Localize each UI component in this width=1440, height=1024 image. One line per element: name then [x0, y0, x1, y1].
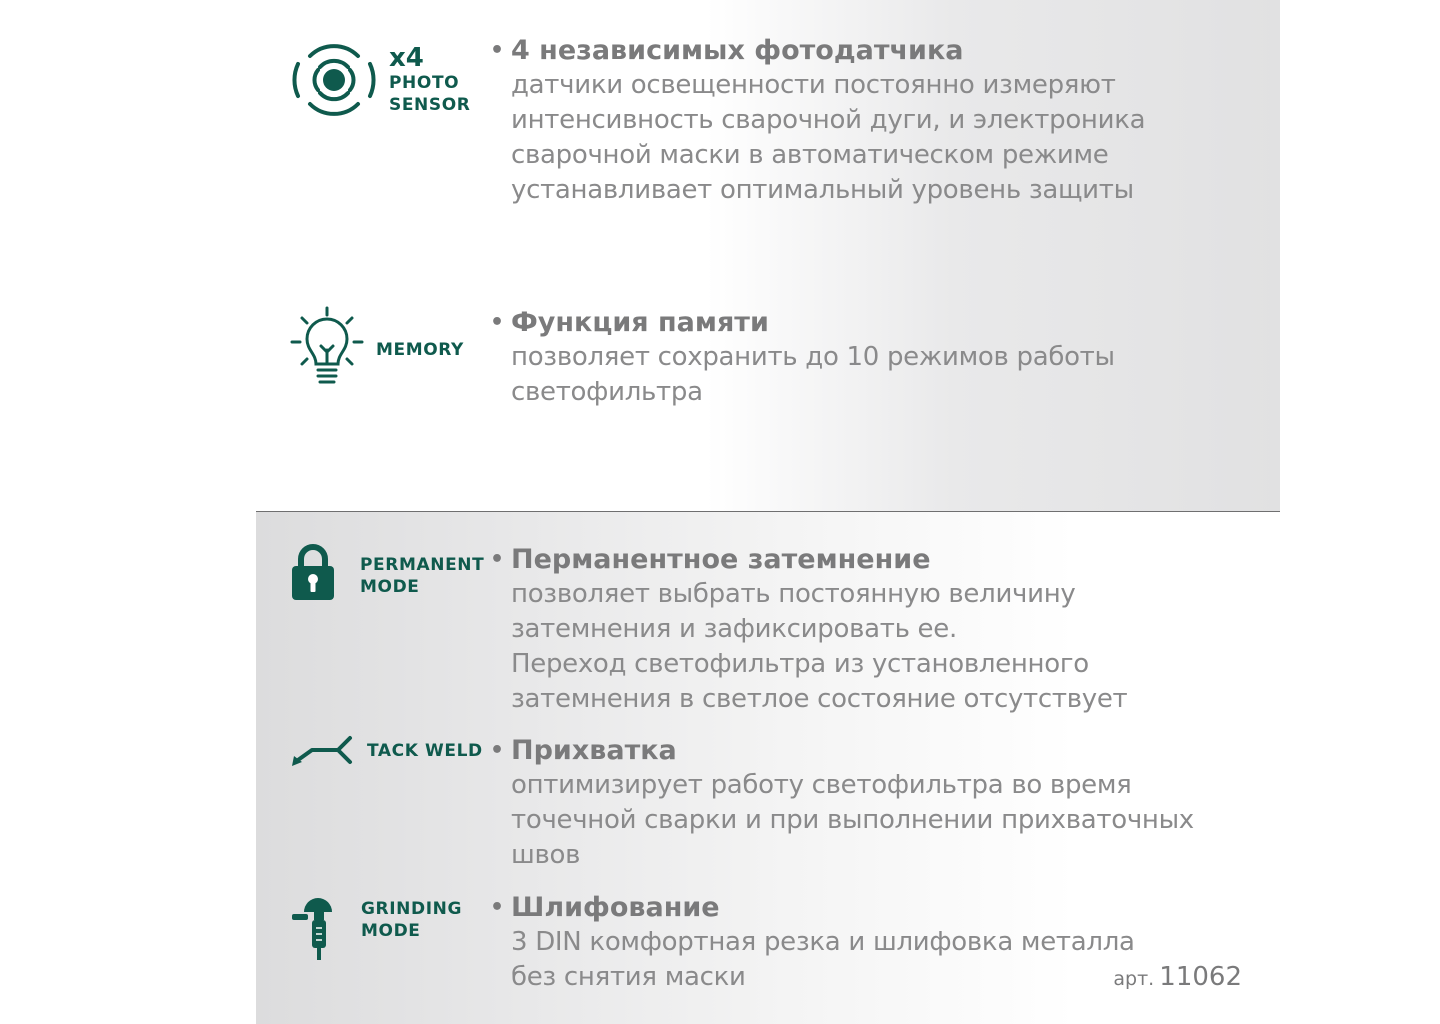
feature-description: оптимизирует работу светофильтра во время точечной сварки и при выполнении прихваточных швов [511, 770, 1194, 870]
permanent-mode-badge [360, 554, 484, 598]
photo-sensor-icon [288, 34, 382, 126]
article-number [1113, 962, 1242, 992]
badge-line: MODE [360, 577, 420, 597]
badge-line: PHOTO [389, 73, 460, 93]
padlock-icon [290, 544, 336, 602]
tack-weld-icon [290, 734, 354, 768]
feature-title: Шлифование [511, 892, 720, 923]
bullet: • [490, 738, 505, 763]
angle-grinder-icon [290, 890, 342, 962]
badge-line: TACK WELD [367, 741, 483, 761]
feature-memory [490, 305, 1250, 410]
tack-weld-badge [367, 740, 483, 762]
badge-line: SENSOR [389, 95, 471, 115]
feature-title: Прихватка [511, 735, 677, 766]
memory-badge [376, 339, 464, 361]
feature-permanent-mode [490, 542, 1250, 717]
article-prefix: арт. [1113, 968, 1155, 990]
badge-line: PERMANENT [360, 555, 485, 575]
lightbulb-icon [290, 306, 364, 390]
badge-line: MODE [361, 921, 421, 941]
feature-title: Перманентное затемнение [511, 544, 931, 575]
badge-line: GRINDING [361, 899, 463, 919]
feature-description: 3 DIN комфортная резка и шлифовка металла без снятия маски [511, 927, 1135, 992]
feature-title: 4 независимых фотодатчика [511, 35, 964, 66]
badge-line: MEMORY [376, 340, 464, 360]
feature-description: датчики освещенности постоянно измеряют интенсивность сварочной дуги, и электроника сварочной маски в автоматическом режиме устанавливает оптимальный уровень защиты [511, 70, 1146, 205]
bullet: • [490, 310, 505, 335]
feature-title: Функция памяти [511, 307, 769, 338]
feature-description: позволяет выбрать постоянную величину затемнения и зафиксировать ее. Переход светофильтра из установленного затемнения в светлое состояние отсутствует [511, 579, 1128, 714]
bullet: • [490, 38, 505, 63]
feature-description: позволяет сохранить до 10 режимов работы светофильтра [511, 342, 1115, 407]
feature-photo-sensor [490, 33, 1250, 208]
grinding-mode-badge [361, 898, 462, 942]
article-value: 11062 [1159, 962, 1242, 992]
photo-sensor-badge [389, 44, 470, 116]
feature-tack-weld [490, 733, 1250, 873]
bullet: • [490, 895, 505, 920]
badge-count: x4 [389, 43, 424, 73]
bullet: • [490, 547, 505, 572]
